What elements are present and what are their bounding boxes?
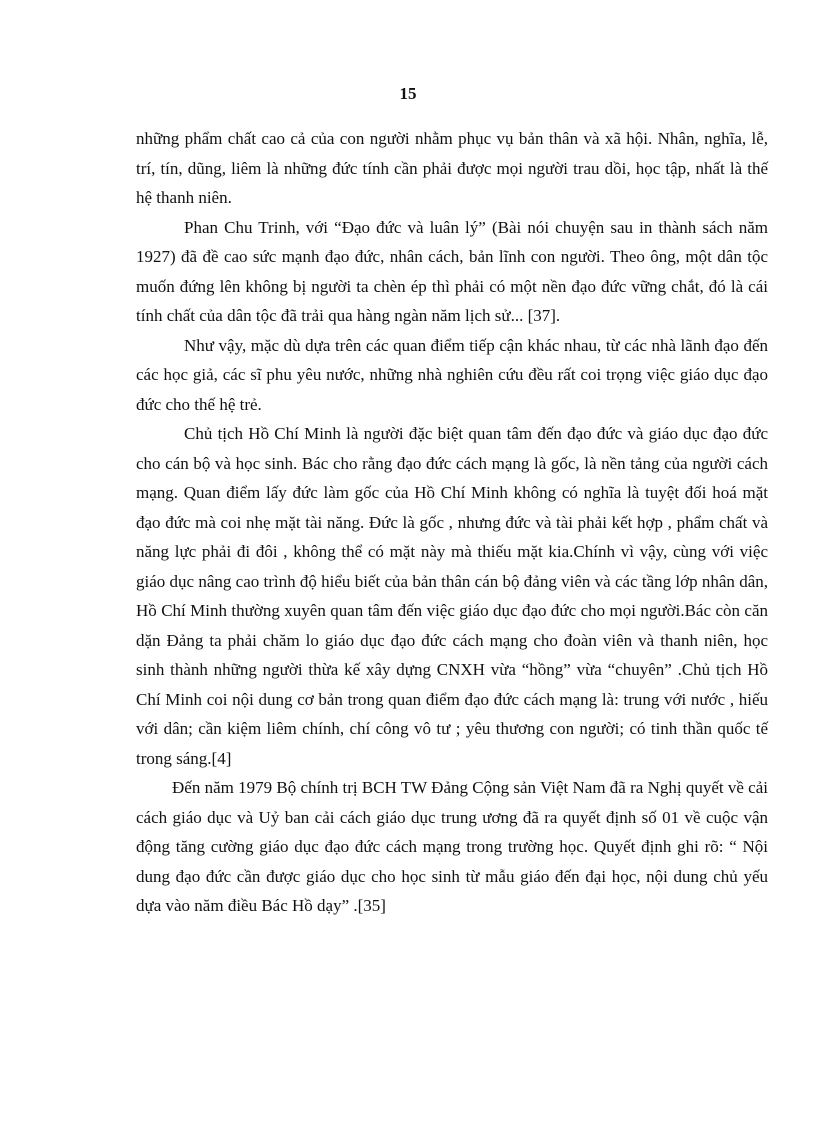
paragraph-4: Chủ tịch Hồ Chí Minh là người đặc biệt quan tâm đến đạo đức và giáo dục đạo đức cho cán bộ và học sinh. Bác cho rằng đạo đức cách mạng là gốc, là nền tảng của người cách mạng. Quan điểm lấy đức làm gốc của Hồ Chí Minh không có nghĩa là tuyệt đối hoá mặt đạo đức mà coi nhẹ mặt tài năng. Đức là gốc , nhưng đức và tài phải kết hợp , phẩm chất và năng lực phải đi đôi , không thể có mặt này mà thiếu mặt kia.Chính vì vậy, cùng với việc giáo dục nâng cao trình độ hiểu biết của bản thân cán bộ đảng viên và các tầng lớp nhân dân, Hồ Chí Minh thường xuyên quan tâm đến việc giáo dục đạo đức cho mọi người.Bác còn căn dặn Đảng ta phải chăm lo giáo dục đạo đức cách mạng cho đoàn viên và thanh niên, học sinh thành những người thừa kế xây dựng CNXH vừa “hồng” vừa “chuyên” .Chủ tịch Hồ Chí Minh coi nội dung cơ bản trong quan điểm đạo đức cách mạng là: trung với nước , hiếu với dân; cần kiệm liêm chính, chí công vô tư ; yêu thương con người; có tinh thần quốc tế trong sáng.[4]	[136, 424, 768, 768]
paragraph-2: Phan Chu Trinh, với “Đạo đức và luân lý” (Bài nói chuyện sau in thành sách năm 1927) đã đề cao sức mạnh đạo đức, nhân cách, bản lĩnh con người. Theo ông, một dân tộc muốn đứng lên không bị người ta chèn ép thì phải có một nền đạo đức vững chắt, đó là cái tính chất của dân tộc đã trải qua hàng ngàn năm lịch sử... [37].	[136, 217, 768, 325]
body-text	[136, 124, 768, 921]
page-number: 15	[399, 84, 417, 103]
paragraph-5: Đến năm 1979 Bộ chính trị BCH TW Đảng Cộng sản Việt Nam đã ra Nghị quyết về cải cách giáo dục và Uỷ ban cải cách giáo dục trung ương đã ra quyết định số 01 về cuộc vận động tăng cường giáo dục đạo đức cách mạng trong trường học. Quyết định ghi rõ: “ Nội dung đạo đức cần được giáo dục cho học sinh từ mẫu giáo đến đại học, nội dung chủ yếu dựa vào năm điều Bác Hồ dạy” .[35]	[136, 778, 768, 915]
paragraph-1: những phẩm chất cao cả của con người nhằm phục vụ bản thân và xã hội. Nhân, nghĩa, lễ, trí, tín, dũng, liêm là những đức tính cần phải được mọi người trau dồi, học tập, nhất là thế hệ thanh niên.	[136, 129, 768, 207]
paragraph-3: Như vậy, mặc dù dựa trên các quan điểm tiếp cận khác nhau, từ các nhà lãnh đạo đến các học giả, các sĩ phu yêu nước, những nhà nghiên cứu đều rất coi trọng việc giáo dục đạo đức cho thế hệ trẻ.	[136, 335, 768, 414]
